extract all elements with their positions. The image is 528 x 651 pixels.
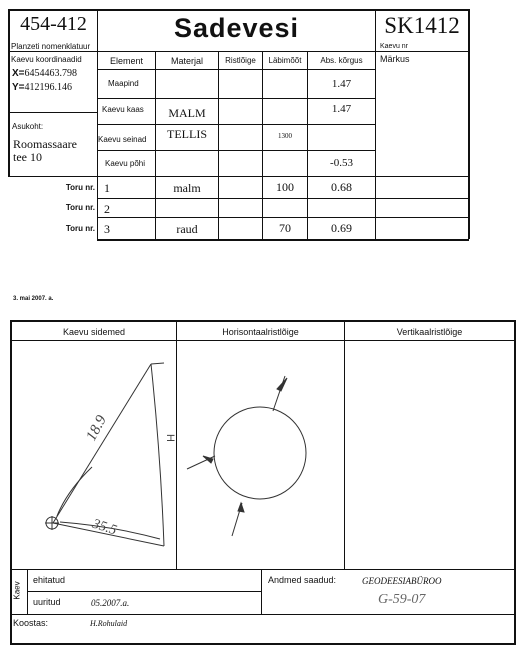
horizontal-sketch [177, 341, 344, 569]
pipe-material-3: raud [176, 222, 198, 236]
built-label: ehitatud [33, 575, 66, 585]
data-source-value: GEODEESIABÜROO [362, 576, 442, 586]
dim-short: 35.5 [90, 516, 119, 539]
row-material-lid: MALM [168, 106, 206, 120]
row-label-bottom: Kaevu põhi [105, 159, 146, 168]
pipe-number-3: 3 [104, 222, 110, 236]
col-header-vertical: Vertikaalristlõige [396, 327, 463, 337]
coordinate-y: Y=412196.146 [12, 82, 73, 93]
pipe-number-2: 2 [104, 202, 110, 216]
row-material-walls: TELLIS [167, 127, 207, 141]
page-title: Sadevesi [173, 13, 300, 43]
row-label-walls: Kaevu seinad [98, 135, 147, 144]
row-label-lid: Kaevu kaas [102, 105, 144, 114]
coordinates-label: Kaevu koordinaadid [11, 55, 82, 64]
pipe-label-2: Toru nr. [65, 203, 95, 212]
author-label: Koostas: [13, 618, 49, 628]
pipe-diameter-1: 100 [276, 180, 294, 194]
header-abs-height: Abs. kõrgus [320, 56, 363, 65]
vertical-label: Kaev [12, 581, 22, 600]
date-note: 3. mai 2007. a. [13, 296, 54, 302]
row-label-ground: Maapind [108, 79, 139, 88]
header-material: Materjal [170, 56, 203, 66]
surveyed-label: uuritud [33, 597, 61, 607]
pipe-material-1: malm [173, 181, 201, 195]
well-number-value: SK1412 [384, 13, 460, 38]
nomenclature-label: Planzeti nomenklatuur [11, 42, 91, 51]
col-header-horizontal: Horisontaalristlõige [222, 327, 299, 337]
data-source-code: G-59-07 [378, 592, 426, 607]
pipe-height-3: 0.69 [331, 221, 352, 235]
row-height-ground: 1.47 [331, 78, 352, 90]
pipe-label-3: Toru nr. [65, 224, 95, 233]
pipe-label-1: Toru nr. [65, 183, 95, 192]
header-diameter: Läbimõõt [268, 56, 302, 65]
header-element: Element [109, 56, 144, 66]
dim-long: 18.9 [83, 412, 110, 444]
pipe-diameter-3: 70 [279, 221, 291, 235]
author-value: H.Rohulaid [90, 619, 128, 628]
coordinate-x: X=6454463.798 [12, 68, 78, 79]
header-cross-section: Ristlõige [225, 56, 256, 65]
surveyed-value: 05.2007.a. [91, 598, 130, 608]
row-height-bottom: -0.53 [330, 157, 353, 169]
row-height-lid: 1.47 [331, 103, 352, 115]
pipe-number-1: 1 [104, 181, 110, 195]
location-line-2: tee 10 [13, 150, 42, 164]
col-header-links: Kaevu sidemed [62, 327, 126, 337]
row-diameter-walls: 1300 [278, 132, 292, 140]
nomenclature-value: 454-412 [20, 13, 87, 35]
header-notes: Märkus [380, 54, 410, 64]
links-sketch [12, 341, 176, 569]
location-line-1: Roomassaare [13, 137, 77, 151]
pipe-height-1: 0.68 [331, 180, 352, 194]
dim-mark: H [163, 434, 176, 442]
well-number-label: Kaevu nr [380, 43, 409, 50]
data-source-label: Andmed saadud: [268, 575, 337, 585]
location-label: Asukoht: [12, 122, 44, 131]
